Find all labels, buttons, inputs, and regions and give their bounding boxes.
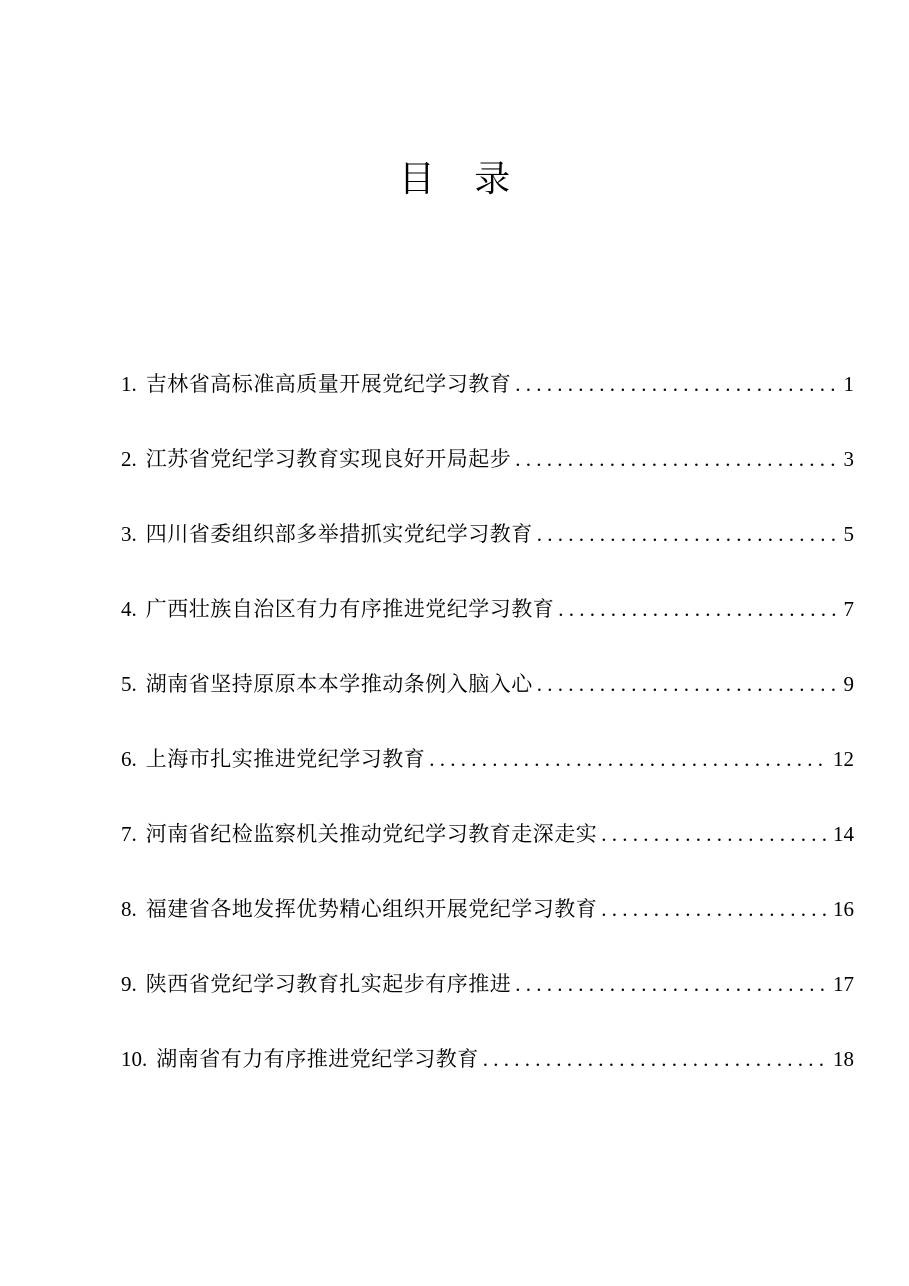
toc-entry-page: 12 (833, 747, 854, 771)
toc-entry-title: 广西壮族自治区有力有序推进党纪学习教育 (145, 597, 555, 621)
toc-entry-page: 3 (843, 447, 854, 471)
toc-leader-dots (537, 662, 840, 706)
toc-entry[interactable] (121, 362, 854, 437)
toc-leader-dots (515, 437, 839, 481)
toc-entry-page: 17 (833, 972, 854, 996)
toc-leader-dots (601, 812, 829, 856)
toc-leader-dots (558, 587, 839, 631)
page-title: 目 录 (398, 159, 525, 200)
toc-entry-number: 5. (121, 672, 137, 696)
toc-entry-number: 3. (121, 522, 137, 546)
toc-leader-dots (601, 887, 829, 931)
toc-entry-title: 陕西省党纪学习教育扎实起步有序推进 (145, 972, 512, 996)
toc-entry[interactable] (121, 437, 854, 512)
toc-entry[interactable] (121, 812, 854, 887)
toc-entry[interactable] (121, 662, 854, 737)
toc-entry-title: 四川省委组织部多举措抓实党纪学习教育 (145, 522, 533, 546)
toc-entry-number: 2. (121, 447, 137, 471)
toc-entry[interactable] (121, 737, 854, 812)
toc-entry-title: 吉林省高标准高质量开展党纪学习教育 (145, 372, 512, 396)
toc-entry-page: 9 (843, 672, 854, 696)
toc-entry-title: 河南省纪检监察机关推动党纪学习教育走深走实 (145, 822, 598, 846)
toc-leader-dots (537, 512, 840, 556)
table-of-contents (121, 362, 854, 1112)
toc-entry-title: 湖南省坚持原原本本学推动条例入脑入心 (145, 672, 533, 696)
toc-entry[interactable] (121, 962, 854, 1037)
toc-entry-title: 湖南省有力有序推进党纪学习教育 (156, 1047, 479, 1071)
toc-leader-dots (483, 1037, 829, 1081)
toc-entry-page: 1 (843, 372, 854, 396)
toc-entry[interactable] (121, 512, 854, 587)
toc-entry-number: 7. (121, 822, 137, 846)
toc-entry-number: 9. (121, 972, 137, 996)
toc-entry-page: 5 (843, 522, 854, 546)
toc-entry-number: 1. (121, 372, 137, 396)
toc-entry-title: 福建省各地发挥优势精心组织开展党纪学习教育 (145, 897, 598, 921)
toc-entry-page: 14 (833, 822, 854, 846)
toc-entry-page: 16 (833, 897, 854, 921)
toc-entry-number: 10. (121, 1047, 148, 1071)
toc-leader-dots (515, 962, 829, 1006)
toc-entry-number: 4. (121, 597, 137, 621)
toc-entry-title: 江苏省党纪学习教育实现良好开局起步 (145, 447, 512, 471)
toc-entry-number: 6. (121, 747, 137, 771)
toc-entry-page: 7 (843, 597, 854, 621)
toc-entry-number: 8. (121, 897, 137, 921)
toc-entry-title: 上海市扎实推进党纪学习教育 (145, 747, 426, 771)
toc-leader-dots (429, 737, 829, 781)
toc-leader-dots (515, 362, 839, 406)
toc-entry[interactable] (121, 587, 854, 662)
toc-entry[interactable] (121, 1037, 854, 1112)
toc-entry-page: 18 (833, 1047, 854, 1071)
toc-entry[interactable] (121, 887, 854, 962)
